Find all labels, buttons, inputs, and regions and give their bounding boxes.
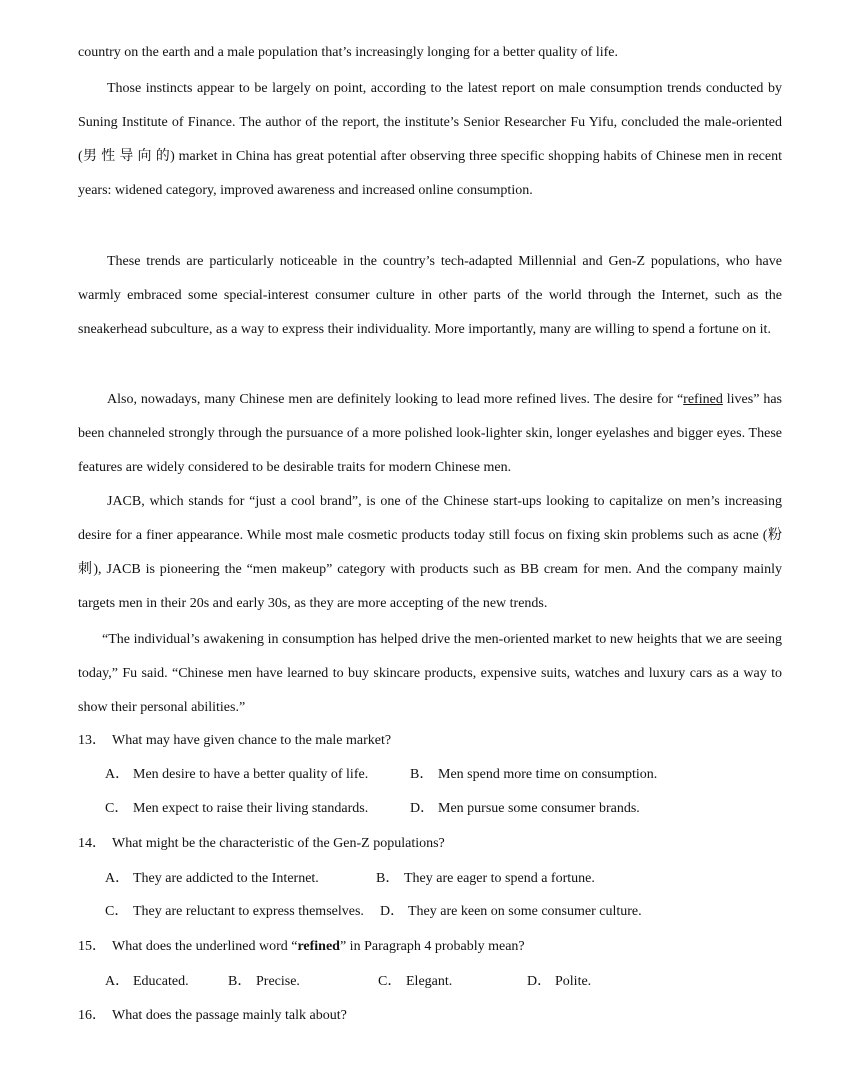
option-letter: A．: [105, 767, 130, 782]
option-text: They are reluctant to express themselves.: [133, 904, 364, 919]
option-text: They are addicted to the Internet.: [133, 871, 319, 886]
option-15-c[interactable]: [378, 965, 452, 999]
option-14-d[interactable]: [380, 895, 642, 929]
option-14-c[interactable]: [105, 895, 364, 929]
option-letter: C．: [378, 974, 402, 989]
option-text: They are eager to spend a fortune.: [404, 871, 595, 886]
option-text: Polite.: [555, 974, 592, 989]
option-letter: B．: [376, 871, 400, 886]
paragraph-4: [78, 485, 782, 621]
option-14-a[interactable]: [105, 862, 319, 896]
question-16: [78, 999, 782, 1033]
option-13-c[interactable]: [105, 792, 368, 826]
question-13-text: What may have given chance to the male market?: [112, 733, 392, 748]
option-letter: B．: [410, 767, 434, 782]
question-15-bold-word: refined: [297, 939, 340, 954]
question-14-options-row-2: [78, 895, 782, 929]
question-13-options-row-1: [78, 758, 782, 792]
question-15-text-after: ” in Paragraph 4 probably mean?: [339, 939, 525, 954]
option-letter: A．: [105, 871, 130, 886]
paragraph-2: [78, 245, 782, 347]
paragraph-3-text-before: Also, nowadays, many Chinese men are definitely looking to lead more refined lives. The desire for “: [107, 392, 684, 407]
option-text: Men expect to raise their living standards.: [133, 801, 369, 816]
paragraph-0-text: country on the earth and a male population that’s increasingly longing for a better quality of life.: [78, 45, 619, 60]
question-14-number: 14．: [78, 836, 106, 851]
option-letter: D．: [527, 974, 552, 989]
question-15-number: 15．: [78, 939, 106, 954]
option-text: Men desire to have a better quality of life.: [133, 767, 369, 782]
paragraph-1-text: Those instincts appear to be largely on point, according to the latest report on male consumption trends conducted by Suning Institute of Finance. The author of the report, the institute’s Senior Researcher Fu Yifu, concluded the male-oriented (男 性 导 向 的) market in China has great potential after observing three specific shopping habits of Chinese men in recent years: widened category, improved awareness and increased online consumption.: [78, 81, 782, 198]
option-letter: B．: [228, 974, 252, 989]
option-14-b[interactable]: [376, 862, 595, 896]
underlined-word-refined: refined: [683, 392, 723, 407]
paragraph-0: [78, 36, 782, 70]
paragraph-5: [78, 623, 782, 725]
paragraph-5-text: “The individual’s awakening in consumption has helped drive the men-oriented market to new heights that we are seeing today,” Fu said. “Chinese men have learned to buy skincare products, expensive suits, watches and luxury cars as a way to show their personal abilities.”: [78, 632, 782, 715]
option-text: Elegant.: [406, 974, 453, 989]
question-15: [78, 930, 782, 964]
question-16-number: 16．: [78, 1008, 106, 1023]
question-13: [78, 724, 782, 758]
option-13-a[interactable]: [105, 758, 368, 792]
option-15-a[interactable]: [105, 965, 189, 999]
paragraph-1: [78, 72, 782, 208]
question-15-options-row: [78, 965, 782, 999]
option-text: Men pursue some consumer brands.: [438, 801, 640, 816]
option-15-b[interactable]: [228, 965, 300, 999]
option-letter: D．: [410, 801, 435, 816]
question-14-options-row-1: [78, 862, 782, 896]
option-text: Educated.: [133, 974, 189, 989]
option-13-b[interactable]: [410, 758, 657, 792]
option-letter: D．: [380, 904, 405, 919]
option-letter: A．: [105, 974, 130, 989]
question-15-text-before: What does the underlined word “: [112, 939, 298, 954]
paragraph-3-text-after: lives” has been channeled strongly through the pursuance of a more polished look-lighter skin, longer eyelashes and bigger eyes. These features are widely considered to be desirable traits for modern Chinese men.: [78, 392, 783, 475]
option-13-d[interactable]: [410, 792, 640, 826]
paragraph-2-text: These trends are particularly noticeable in the country’s tech-adapted Millennial and Gen-Z populations, who have warmly embraced some special-interest consumer culture in other parts of the world through the Internet, such as the sneakerhead subculture, as a way to express their individuality. More importantly, many are willing to spend a fortune on it.: [78, 254, 782, 337]
question-14: [78, 827, 782, 861]
option-15-d[interactable]: [527, 965, 591, 999]
question-16-text: What does the passage mainly talk about?: [112, 1008, 347, 1023]
option-letter: C．: [105, 904, 129, 919]
question-13-number: 13．: [78, 733, 106, 748]
option-text: Men spend more time on consumption.: [438, 767, 658, 782]
option-text: They are keen on some consumer culture.: [408, 904, 642, 919]
option-letter: C．: [105, 801, 129, 816]
question-13-options-row-2: [78, 792, 782, 826]
paragraph-4-text: JACB, which stands for “just a cool brand”, is one of the Chinese start-ups looking to capitalize on men’s increasing desire for a finer appearance. While most male cosmetic products today still focus on fixing skin problems such as acne (粉刺), JACB is pioneering the “men makeup” category with products such as BB cream for men. And the company mainly targets men in their 20s and early 30s, as they are more accepting of the new trends.: [78, 494, 782, 611]
option-text: Precise.: [256, 974, 300, 989]
paragraph-3: [78, 383, 782, 485]
question-14-text: What might be the characteristic of the Gen-Z populations?: [112, 836, 445, 851]
